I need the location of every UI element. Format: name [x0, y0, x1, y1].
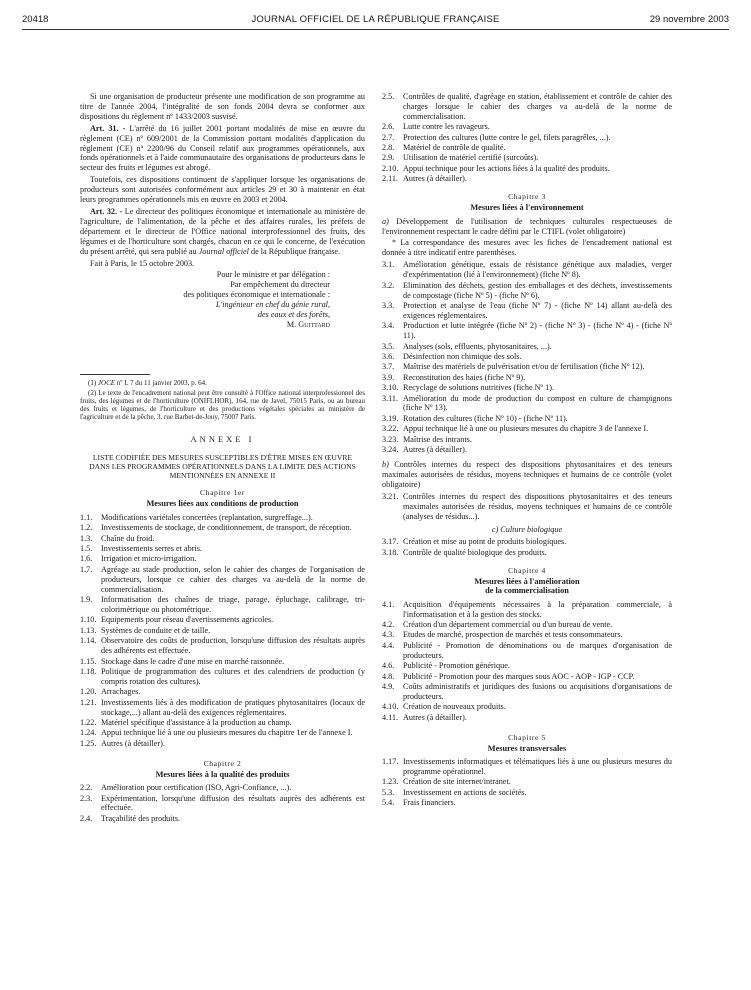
measure-text: Observatoire des coûts de production, lorsqu'une diffusion des résultats auprès des adhérents est effectuée. [101, 636, 365, 656]
measure-item [382, 414, 672, 424]
sign-line: des politiques économique et internationale : [183, 290, 330, 300]
measure-code: 1.22. [80, 717, 97, 727]
measure-item [80, 554, 365, 564]
measure-text: Amélioration génétique, essais de résistance génétique aux maladies, verger d'expérimentation (lié à l'environnement) (fiche Nº 8). [403, 260, 672, 280]
measure-text: Rotation des cultures (fiche Nº 10) - (fiche Nº 11). [403, 413, 568, 423]
measure-code: 4.3. [382, 630, 395, 640]
measure-text: Création et mise au point de produits biologiques. [403, 537, 567, 547]
measure-code: 3.17. [382, 537, 399, 547]
measure-item [382, 122, 672, 132]
chapter-2-label: Chapitre 2 [203, 758, 242, 768]
measure-code: 5.3. [382, 787, 395, 797]
measure-text: Lutte contre les ravageurs. [403, 122, 490, 132]
measure-text: Autres (à détailler). [101, 738, 165, 748]
measure-code: 4.10. [382, 702, 399, 712]
measure-text: Production et lutte intégrée (fiche Nº 2) - (fiche Nº 3) - (fiche Nº 4) - (fiche Nº 11). [403, 321, 672, 341]
measure-code: 3.5. [382, 341, 395, 351]
measure-item [80, 814, 365, 824]
measure-code: 1.18. [80, 666, 97, 676]
measure-code: 1.21. [80, 697, 97, 707]
measure-code: 4.6. [382, 661, 395, 671]
chapter-5-list [382, 757, 672, 808]
measure-code: 3.6. [382, 351, 395, 361]
measure-code: 1.9. [80, 595, 93, 605]
measure-text: Contrôle de qualité biologique des produits. [403, 547, 547, 557]
measure-item [382, 174, 672, 184]
journal-officiel-ref: Journal officiel [198, 246, 249, 256]
measure-code: 1.24. [80, 728, 97, 738]
measure-item [80, 513, 365, 523]
measure-code: 1.6. [80, 554, 93, 564]
footnote-1-journal: JOCE [97, 379, 116, 388]
measure-text: Création de site internet/intranet. [403, 777, 511, 787]
measure-item [382, 394, 672, 414]
measure-item [80, 565, 365, 595]
measure-code: 3.11. [382, 393, 399, 403]
measure-text: Amélioration du mode de production du compost en culture de champignons (fiche Nº 13). [403, 393, 672, 413]
annex-subtitle: LISTE CODIFIÉE DES MESURES SUSCEPTIBLES D'ÊTRE MISES EN ŒUVRE DANS LES PROGRAMMES OPÉRATIONNELS DANS LA LIMITE DES ACTIONS MENTIONNÉES EN ANNEXE II [89, 453, 356, 481]
footnote-2: (2) Le texte de l'encadrement national peut être consulté à l'Office national interprofessionnel des fruits, des légumes et de l'horticulture (ONIFLHOR), 164, rue de Javel, 75015 Paris, ou au bureau des fruits et légumes, de l'horticulture et des productions végétales spéciales au ministère de l'agriculture et de la pêche, 3, rue Barbet-de-Jouy, 75007 Paris. [80, 388, 365, 422]
measure-item [382, 321, 672, 341]
footnote-1-text: nº L 7 du 11 janvier 2003, p. 64. [115, 379, 207, 388]
measure-item [382, 548, 672, 558]
measure-code: 2.6. [382, 122, 395, 132]
measure-code: 1.14. [80, 636, 97, 646]
measure-code: 2.5. [382, 92, 395, 101]
measure-text: Appui technique lié à une ou plusieurs mesures du chapitre 1er de l'annexe I. [101, 728, 353, 738]
measure-item [382, 143, 672, 153]
measure-code: 2.4. [80, 813, 93, 823]
measure-code: 1.3. [80, 533, 93, 543]
measure-text: Systèmes de conduite et de taille. [101, 625, 211, 635]
measure-text: Recyclage de solutions nutritives (fiche Nº 1). [403, 383, 555, 393]
article-31-label: Art. 31. - [90, 123, 126, 133]
measure-code: 2.3. [80, 793, 93, 803]
section-a-text: Développement de l'utilisation de techniques culturales respectueuses de l'environnement respectant le cadre défini par le CTIFL (volet obligatoire) [382, 216, 672, 236]
measure-text: Equipements pour réseau d'avertissements agricoles. [101, 615, 274, 625]
chapter-4-title-line2: de la commercialisation [485, 586, 569, 596]
article-32-text-end: de la République française. [248, 246, 341, 256]
measure-item [382, 281, 672, 301]
header-rule [22, 29, 729, 30]
measure-code: 3.3. [382, 300, 395, 310]
measure-code: 2.7. [382, 132, 395, 142]
chapter-2-list [80, 783, 365, 824]
measure-item [382, 537, 672, 547]
measure-code: 3.21. [382, 491, 399, 501]
sign-line: des eaux et des forêts, [257, 310, 330, 320]
measure-code: 2.2. [80, 783, 93, 793]
measure-code: 1.23. [382, 777, 399, 787]
sign-line: Par empêchement du directeur [230, 280, 330, 290]
measure-item [382, 600, 672, 620]
measure-text: Maîtrise des matériels de pulvérisation et/ou de fertilisation (fiche Nº 12). [403, 362, 645, 372]
measure-text: Autres (à détailler). [403, 445, 467, 455]
measure-code: 1.7. [80, 564, 93, 574]
measure-item [80, 544, 365, 554]
measure-text: Désinfection non chimique des sols. [403, 351, 522, 361]
measure-code: 3.9. [382, 372, 395, 382]
signature-block [80, 270, 365, 330]
chapter-3-section-c: c) Culture biologique [491, 525, 563, 535]
chapter-4-label: Chapitre 4 [508, 565, 546, 575]
article-31-continuation: Toutefois, ces dispositions continuent de s'appliquer lorsque les organisations de producteurs sont autorisées conformément aux articles 29 et 30 à maintenir en état leurs programmes opérationnels mis en œuvre en 2003 et 2004. [80, 175, 365, 205]
chapter-3b-list [382, 492, 672, 522]
footnotes [80, 379, 365, 421]
measure-code: 3.4. [382, 321, 395, 331]
chapter-2-list-continued [382, 92, 672, 184]
measure-item [382, 164, 672, 174]
measure-text: Protection des cultures (lutte contre le gel, filets paragrêles, ...). [403, 132, 611, 142]
chapter-4-title [382, 577, 672, 596]
measure-code: 3.23. [382, 434, 399, 444]
measure-item [80, 657, 365, 667]
measure-item [80, 739, 365, 749]
page-header [22, 14, 729, 28]
measure-code: 4.8. [382, 671, 395, 681]
measure-code: 4.11. [382, 712, 399, 722]
measure-code: 3.2. [382, 280, 395, 290]
measure-item [80, 794, 365, 814]
measure-code: 5.4. [382, 798, 395, 808]
measure-item [382, 153, 672, 163]
chapter-3-section-a [382, 217, 672, 237]
measure-item [80, 595, 365, 615]
measure-item [382, 342, 672, 352]
measure-text: Analyses (sols, effluents, phytosanitaires, ...). [403, 341, 552, 351]
measure-text: Appui technique pour les actions liées à la qualité des produits. [403, 163, 610, 173]
annex-title: ANNEXE I [190, 434, 255, 445]
measure-item [80, 687, 365, 697]
measure-item [80, 636, 365, 656]
measure-code: 1.1. [80, 512, 93, 522]
measure-item [80, 534, 365, 544]
measure-text: Publicité - Promotion pour des marques sous AOC - AOP - IGP - CCP. [403, 671, 635, 681]
measure-text: Amélioration pour certification (ISO, Agri-Confiance, ...). [101, 783, 292, 793]
article-32 [80, 207, 365, 257]
measure-item [382, 435, 672, 445]
measure-text: Arrachages. [101, 687, 141, 697]
measure-item [382, 620, 672, 630]
measure-code: 4.4. [382, 640, 395, 650]
measure-code: 3.18. [382, 547, 399, 557]
intro-paragraph: Si une organisation de producteur présente une modification de son programme au titre de l'année 2004, l'intégralité de son fonds 2004 devra se conformer aux dispositions du règlement nº 1433/2003 susvisé. [80, 92, 365, 121]
measure-code: 2.8. [382, 143, 395, 153]
measure-text: Reconstitution des haies (fiche Nº 9). [403, 372, 526, 382]
article-32-label: Art. 32. - [90, 206, 123, 216]
measure-text: Investissement en actions de sociétés. [403, 787, 527, 797]
measure-item [382, 445, 672, 455]
measure-item [382, 641, 672, 661]
journal-title: JOURNAL OFFICIEL DE LA RÉPUBLIQUE FRANÇAISE [251, 14, 500, 25]
measure-text: Chaîne du froid. [101, 533, 155, 543]
measure-code: 2.10. [382, 163, 399, 173]
footnote-1 [80, 379, 365, 387]
measure-item [382, 492, 672, 522]
measure-item [80, 718, 365, 728]
measure-item [382, 757, 672, 777]
measure-text: Création d'un département commercial ou d'un bureau de vente. [403, 620, 613, 630]
measure-text: Stockage dans le cadre d'une mise en marché raisonnée. [101, 656, 285, 666]
measure-text: Maîtrise des intrants. [403, 434, 472, 444]
measure-item [382, 352, 672, 362]
chapter-1-title: Mesures liées aux conditions de production [146, 499, 299, 509]
measure-text: Coûts administratifs et juridiques des fusions ou acquisitions d'organisations de producteurs. [403, 682, 672, 701]
chapter-3-label: Chapitre 3 [508, 192, 546, 202]
chapter-3-note: * La correspondance des mesures avec les fiches de l'encadrement national est donnée à titre indicatif entre parenthèses. [382, 238, 672, 258]
measure-text: Contrôles de qualité, d'agréage en station, établissement et contrôle de cahier des charges lorsque le cahier des charges va au-delà de la norme de commercialisation. [403, 92, 672, 121]
measure-item [382, 373, 672, 383]
measure-code: 3.24. [382, 445, 399, 455]
signatory-name: M. Guittard [286, 320, 330, 330]
measure-item [382, 788, 672, 798]
chapter-2-title: Mesures liées à la qualité des produits [155, 769, 290, 779]
measure-code: 1.15. [80, 656, 97, 666]
measure-text: Investissements serres et abris. [101, 544, 202, 554]
measure-code: 4.2. [382, 620, 395, 630]
section-a-letter: a) [382, 216, 389, 226]
chapter-3a-list [382, 260, 672, 455]
measure-item [382, 777, 672, 787]
chapter-4-list [382, 600, 672, 723]
measure-item [382, 630, 672, 640]
measure-text: Expérimentation, lorsqu'une diffusion des résultats auprès des adhérents est effectuée. [101, 793, 365, 813]
measure-text: Protection et analyse de l'eau (fiche Nº 7) - (fiche Nº 14) allant au-delà des exigences réglementaires. [403, 300, 672, 320]
measure-text: Investissements de stockage, de conditionnement, de transport, de réception. [101, 523, 352, 533]
section-b-text: Contrôles internes du respect des dispositions phytosanitaires et des teneurs maximales autorisées de résidus, moyens techniques et humains de ce contrôle (volet obligatoire) [382, 460, 672, 489]
measure-item [382, 133, 672, 143]
sign-line: L'ingénieur en chef du génie rural, [215, 300, 330, 310]
measure-text: Matériel spécifique d'assistance à la production au champ. [101, 717, 292, 727]
measure-text: Modifications variétales concertées (replantation, surgreffage...). [101, 512, 313, 522]
chapter-1-label: Chapitre 1er [200, 488, 245, 498]
measure-text: Utilisation de matériel certifié (surcoûts). [403, 153, 539, 163]
measure-code: 3.7. [382, 362, 395, 372]
measure-item [382, 682, 672, 702]
article-32-text: Le directeur des politiques économique et internationale au ministère de l'agriculture, de l'alimentation, de la pêche et des affaires rurales, les préfets de département et le directeur de l'Office national interprofessionnel des fruits, des légumes et de l'horticulture sont chargés, chacun en ce qui le concerne, de l'exécution du présent arrêté, qui sera publié au [80, 206, 366, 256]
measure-item [80, 667, 365, 687]
measure-item [80, 783, 365, 793]
measure-text: Agréage au stade production, selon le cahier des charges de l'organisation de producteurs, lorsque ce cahier des charges va au-delà de la norme de commercialisation. [101, 564, 365, 594]
measure-text: Contrôles internes du respect des dispositions phytosanitaires et des teneurs maximales autorisées de résidus, moyens techniques et humains de ce contrôle (analyses de résidus...). [403, 491, 672, 521]
article-31 [80, 124, 365, 174]
measure-item [80, 698, 365, 718]
measure-text: Publicité - Promotion de dénominations ou de marques d'organisation de producteurs. [403, 640, 672, 660]
measure-text: Acquisition d'équipements nécessaires à la préparation commerciale, à l'informatisation et à la gestion des stocks. [403, 599, 672, 619]
measure-text: Autres (à détailler). [403, 712, 467, 722]
chapter-5-title: Mesures transversales [487, 743, 567, 753]
measure-item [80, 626, 365, 636]
measure-text: Autres (à détailler). [403, 174, 467, 184]
measure-text: Elimination des déchets, gestion des emballages et des déchets, investissements de compostage (fiche Nº 5) - (fiche Nº 6). [403, 280, 672, 300]
measure-item [382, 702, 672, 712]
measure-code: 1.10. [80, 615, 97, 625]
measure-text: Etudes de marché, prospection de marchés et tests consommateurs. [403, 630, 623, 640]
measure-text: Informatisation des chaînes de triage, parage, épluchage, calibrage, tri-colorimétrique ou photométrique. [101, 595, 365, 614]
measure-item [382, 661, 672, 671]
chapter-3-section-b [382, 460, 672, 490]
measure-item [382, 424, 672, 434]
chapter-3-title: Mesures liées à l'environnement [470, 203, 584, 213]
measure-text: Investissements liés à des modification de pratiques phytosanitaires (locaux de stockage,...) allant au-delà des exigences réglementaires. [101, 697, 365, 717]
measure-code: 1.17. [382, 757, 399, 767]
measure-code: 3.19. [382, 413, 399, 423]
footnote-1-mark: (1) [88, 379, 98, 388]
chapter-1-list [80, 513, 365, 749]
sign-line: Pour le ministre et par délégation : [216, 270, 330, 280]
chapter-3c-list [382, 537, 672, 557]
footnote-rule [80, 374, 150, 375]
measure-code: 4.1. [382, 599, 395, 609]
issue-date: 29 novembre 2003 [649, 14, 729, 25]
measure-text: Matériel de contrôle de qualité. [403, 143, 506, 153]
measure-text: Investissements informatiques et télématiques liés à une ou plusieurs mesures du programme opérationnel. [403, 757, 672, 777]
chapter-4-title-line1: Mesures liées à l'amélioration [474, 576, 580, 586]
measure-item [80, 523, 365, 533]
measure-item [382, 798, 672, 808]
measure-item [80, 728, 365, 738]
measure-item [382, 383, 672, 393]
measure-code: 3.10. [382, 383, 399, 393]
measure-code: 3.22. [382, 424, 399, 434]
measure-item [382, 260, 672, 280]
measure-item [382, 301, 672, 321]
measure-text: Publicité - Promotion générique. [403, 661, 510, 671]
measure-item [382, 362, 672, 372]
measure-code: 1.13. [80, 625, 97, 635]
measure-code: 2.9. [382, 153, 395, 163]
section-b-letter: b) [382, 460, 389, 469]
measure-item [382, 92, 672, 122]
measure-item [382, 672, 672, 682]
measure-text: Appui technique lié à une ou plusieurs mesures du chapitre 3 de l'annexe I. [403, 424, 649, 434]
measure-text: Traçabilité des produits. [101, 813, 181, 823]
page-number: 20418 [22, 14, 49, 25]
measure-code: 1.20. [80, 687, 97, 697]
measure-item [80, 615, 365, 625]
done-at: Fait à Paris, le 15 octobre 2003. [90, 258, 195, 268]
measure-text: Création de nouveaux produits. [403, 702, 506, 712]
right-column [382, 92, 672, 809]
measure-code: 1.25. [80, 738, 97, 748]
measure-text: Irrigation et micro-irrigation. [101, 554, 197, 564]
measure-code: 1.5. [80, 544, 93, 554]
measure-code: 3.1. [382, 260, 395, 270]
measure-code: 1.2. [80, 523, 93, 533]
measure-item [382, 713, 672, 723]
measure-text: Frais financiers. [403, 798, 456, 808]
measure-text: Politique de programmation des cultures et des calendriers de production (y compris rotation des cultures). [101, 666, 365, 686]
article-31-text: L'arrêté du 16 juillet 2001 portant modalités de mise en œuvre du règlement (CE) nº 609/2001 de la Commission portant modalités d'application du règlement (CE) nº 2200/96 du Conseil relatif aux programmes opérationnels, aux fonds opérationnels et à l'aide communautaire des organisations de producteurs dans le secteur des fruits et légumes est abrogé. [80, 123, 365, 173]
measure-code: 4.9. [382, 682, 395, 691]
chapter-5-label: Chapitre 5 [508, 732, 546, 742]
left-column [80, 92, 365, 824]
measure-code: 2.11. [382, 174, 399, 184]
